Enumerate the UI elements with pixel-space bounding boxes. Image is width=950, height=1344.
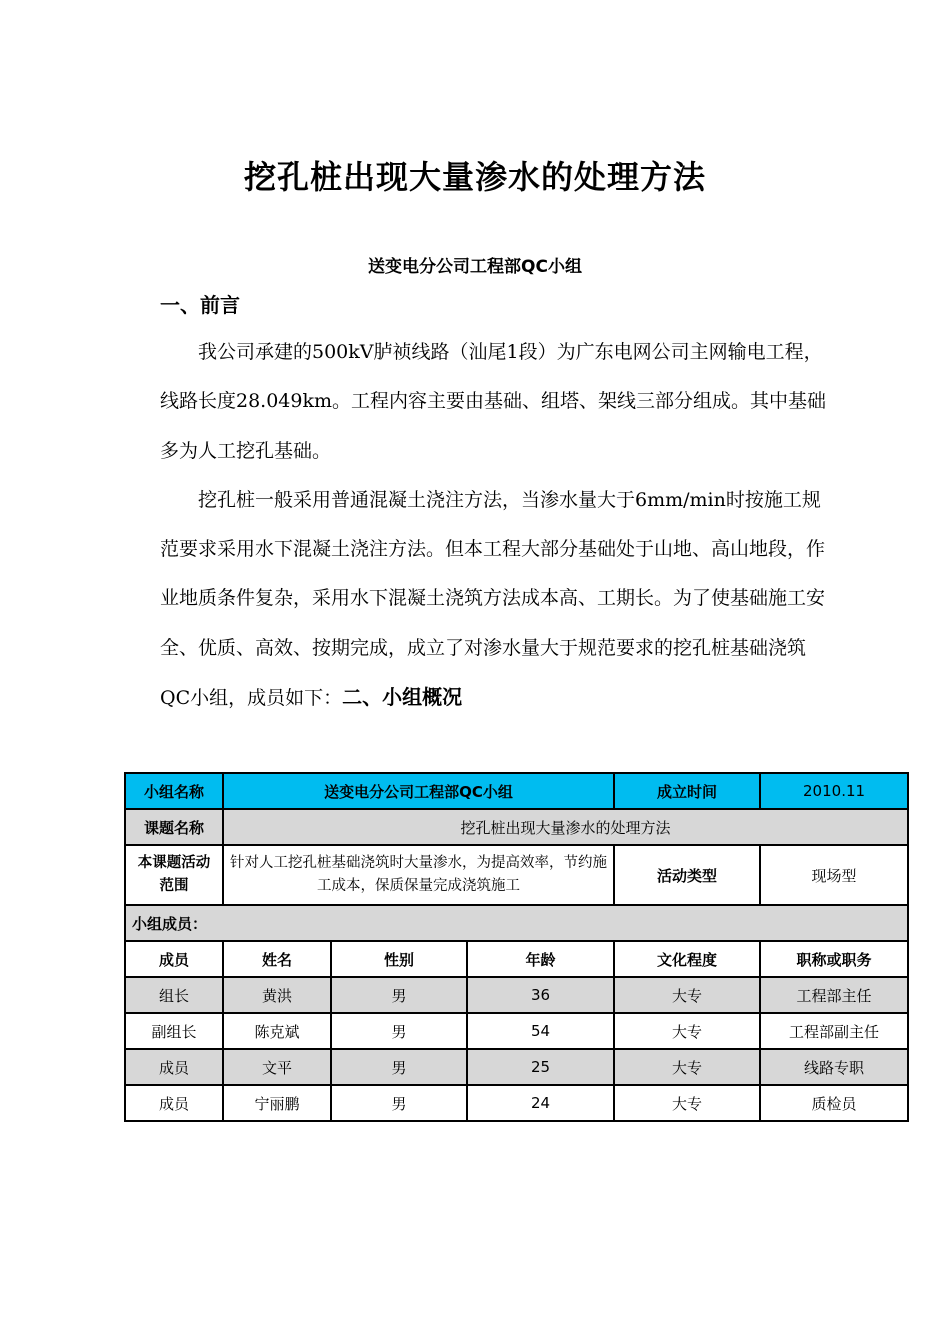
paragraph-2-text: 挖孔桩一般采用普通混凝土浇注方法，当渗水量大于6mm/min时按施工规范要求采用水下混凝土浇注方法。但本工程大部分基础处于山地、高山地段，作业地质条件复杂，采用水下混凝土浇筑方法成本高、工期长。为了使基础施工安全、优质、高效、按期完成，成立了对渗水量大于规范要求的挖孔桩基础浇筑QC小组，成员如下：: [160, 488, 826, 710]
table-row: [125, 905, 908, 941]
column-header: 文化程度: [614, 941, 760, 977]
group-name-value: 送变电分公司工程部QC小组: [223, 773, 614, 809]
table-cell: 男: [331, 1049, 467, 1085]
section-heading-preface: 一、前言: [160, 293, 240, 317]
table-row: [125, 845, 908, 905]
table-row: [125, 977, 908, 1013]
table-cell: 文平: [223, 1049, 331, 1085]
table-cell: 组长: [125, 977, 223, 1013]
members-label: 小组成员：: [125, 905, 908, 941]
column-header: 职称或职务: [760, 941, 908, 977]
table-row: [125, 1085, 908, 1121]
column-header: 性别: [331, 941, 467, 977]
table-row: [125, 1049, 908, 1085]
table-cell: 大专: [614, 1049, 760, 1085]
table-cell: 宁丽鹏: [223, 1085, 331, 1121]
table-cell: 陈克斌: [223, 1013, 331, 1049]
table-cell: 男: [331, 977, 467, 1013]
column-header: 姓名: [223, 941, 331, 977]
table-cell: 副组长: [125, 1013, 223, 1049]
column-header: 年龄: [467, 941, 614, 977]
table-row: [125, 773, 908, 809]
table-cell: 36: [467, 977, 614, 1013]
preface-body: [160, 328, 830, 723]
table-cell: 黄洪: [223, 977, 331, 1013]
section-heading-group-overview: 二、小组概况: [342, 685, 463, 710]
document-title: 挖孔桩出现大量渗水的处理方法: [243, 158, 706, 196]
topic-value: 挖孔桩出现大量渗水的处理方法: [223, 809, 908, 845]
paragraph-2: [160, 476, 830, 723]
qc-group-table: [124, 772, 909, 1122]
table-cell: 大专: [614, 1013, 760, 1049]
table-cell: 工程部副主任: [760, 1013, 908, 1049]
table-row: [125, 1013, 908, 1049]
table-cell: 质检员: [760, 1085, 908, 1121]
activity-type-label: 活动类型: [614, 845, 760, 905]
table-cell: 工程部主任: [760, 977, 908, 1013]
scope-label: 本课题活动范围: [125, 845, 223, 905]
table-cell: 男: [331, 1085, 467, 1121]
table-cell: 线路专职: [760, 1049, 908, 1085]
table-cell: 25: [467, 1049, 614, 1085]
document-subtitle: 送变电分公司工程部QC小组: [368, 257, 582, 277]
table-cell: 大专: [614, 1085, 760, 1121]
established-value: 2010.11: [760, 773, 908, 809]
table-cell: 大专: [614, 977, 760, 1013]
table-row: [125, 809, 908, 845]
table-cell: 成员: [125, 1085, 223, 1121]
table-header-row: [125, 941, 908, 977]
established-label: 成立时间: [614, 773, 760, 809]
column-header: 成员: [125, 941, 223, 977]
group-name-label: 小组名称: [125, 773, 223, 809]
topic-label: 课题名称: [125, 809, 223, 845]
paragraph-1: 我公司承建的500kV胪祯线路（汕尾1段）为广东电网公司主网输电工程，线路长度28.049km。工程内容主要由基础、组塔、架线三部分组成。其中基础多为人工挖孔基础。: [160, 341, 827, 462]
scope-value: 针对人工挖孔桩基础浇筑时大量渗水，为提高效率，节约施工成本，保质保量完成浇筑施工: [223, 845, 614, 905]
table-cell: 男: [331, 1013, 467, 1049]
table-cell: 24: [467, 1085, 614, 1121]
table-cell: 54: [467, 1013, 614, 1049]
activity-type-value: 现场型: [760, 845, 908, 905]
table-cell: 成员: [125, 1049, 223, 1085]
